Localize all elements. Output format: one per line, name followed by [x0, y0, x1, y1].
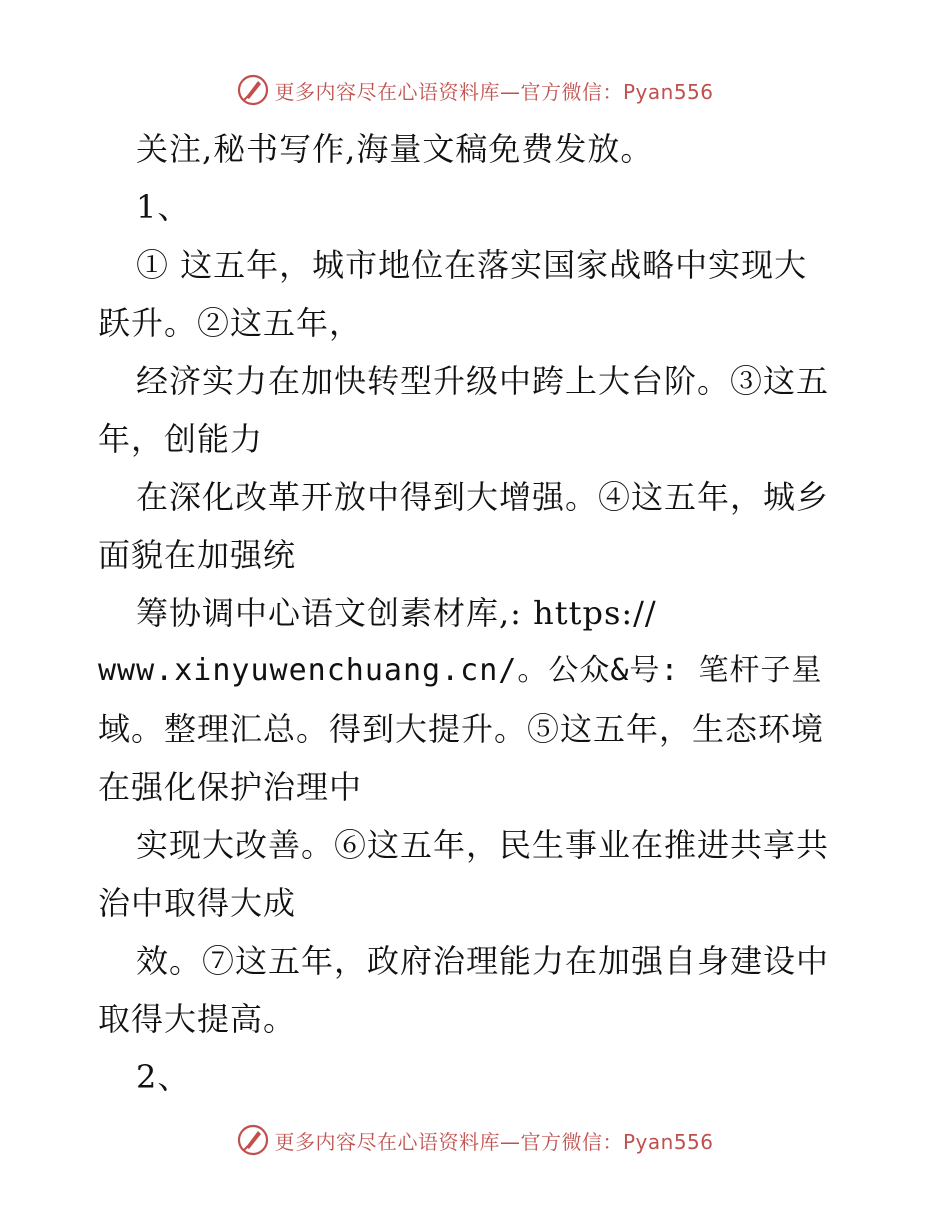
body-line: 在深化改革开放中得到大增强。④这五年，城乡: [136, 478, 830, 516]
body-line: ① 这五年，城市地位在落实国家战略中实现大: [136, 246, 808, 284]
body-line: 在强化保护治理中: [98, 768, 363, 806]
body-line: 面貌在加强统: [98, 536, 297, 574]
body-line: 效。⑦这五年，政府治理能力在加强自身建设中: [136, 942, 830, 980]
banner-text: 更多内容尽在心语资料库—官方微信：Pyan556: [274, 79, 714, 104]
section-number: 1、: [136, 188, 191, 226]
body-line: 治中取得大成: [98, 884, 297, 922]
section-number: 2、: [136, 1058, 191, 1096]
body-line: 取得大提高。: [98, 1000, 297, 1038]
footer-watermark-banner: [0, 1120, 950, 1160]
body-line: 跃升。②这五年，: [98, 304, 363, 342]
quill-pen-icon: [236, 1123, 270, 1157]
wechat-id: Pyan556: [622, 1129, 714, 1154]
url-line: www.xinyuwenchuang.cn/。公众&号: 笔杆子星: [98, 653, 823, 688]
body-line: 年，创能力: [98, 420, 264, 458]
body-line: 域。整理汇总。得到大提升。⑤这五年，生态环境: [98, 710, 825, 748]
body-line: 关注,秘书写作,海量文稿免费发放。: [136, 130, 654, 168]
body-line: 经济实力在加快转型升级中跨上大台阶。③这五: [136, 362, 830, 400]
body-line: 筹协调中心语文创素材库,: https://: [136, 594, 657, 632]
document-body: [98, 120, 858, 1106]
quill-pen-icon: [236, 73, 270, 107]
header-watermark-banner: [0, 70, 950, 110]
banner-text: 更多内容尽在心语资料库—官方微信：Pyan556: [274, 1129, 714, 1154]
body-line: 实现大改善。⑥这五年，民生事业在推进共享共: [136, 826, 830, 864]
wechat-id: Pyan556: [622, 79, 714, 104]
